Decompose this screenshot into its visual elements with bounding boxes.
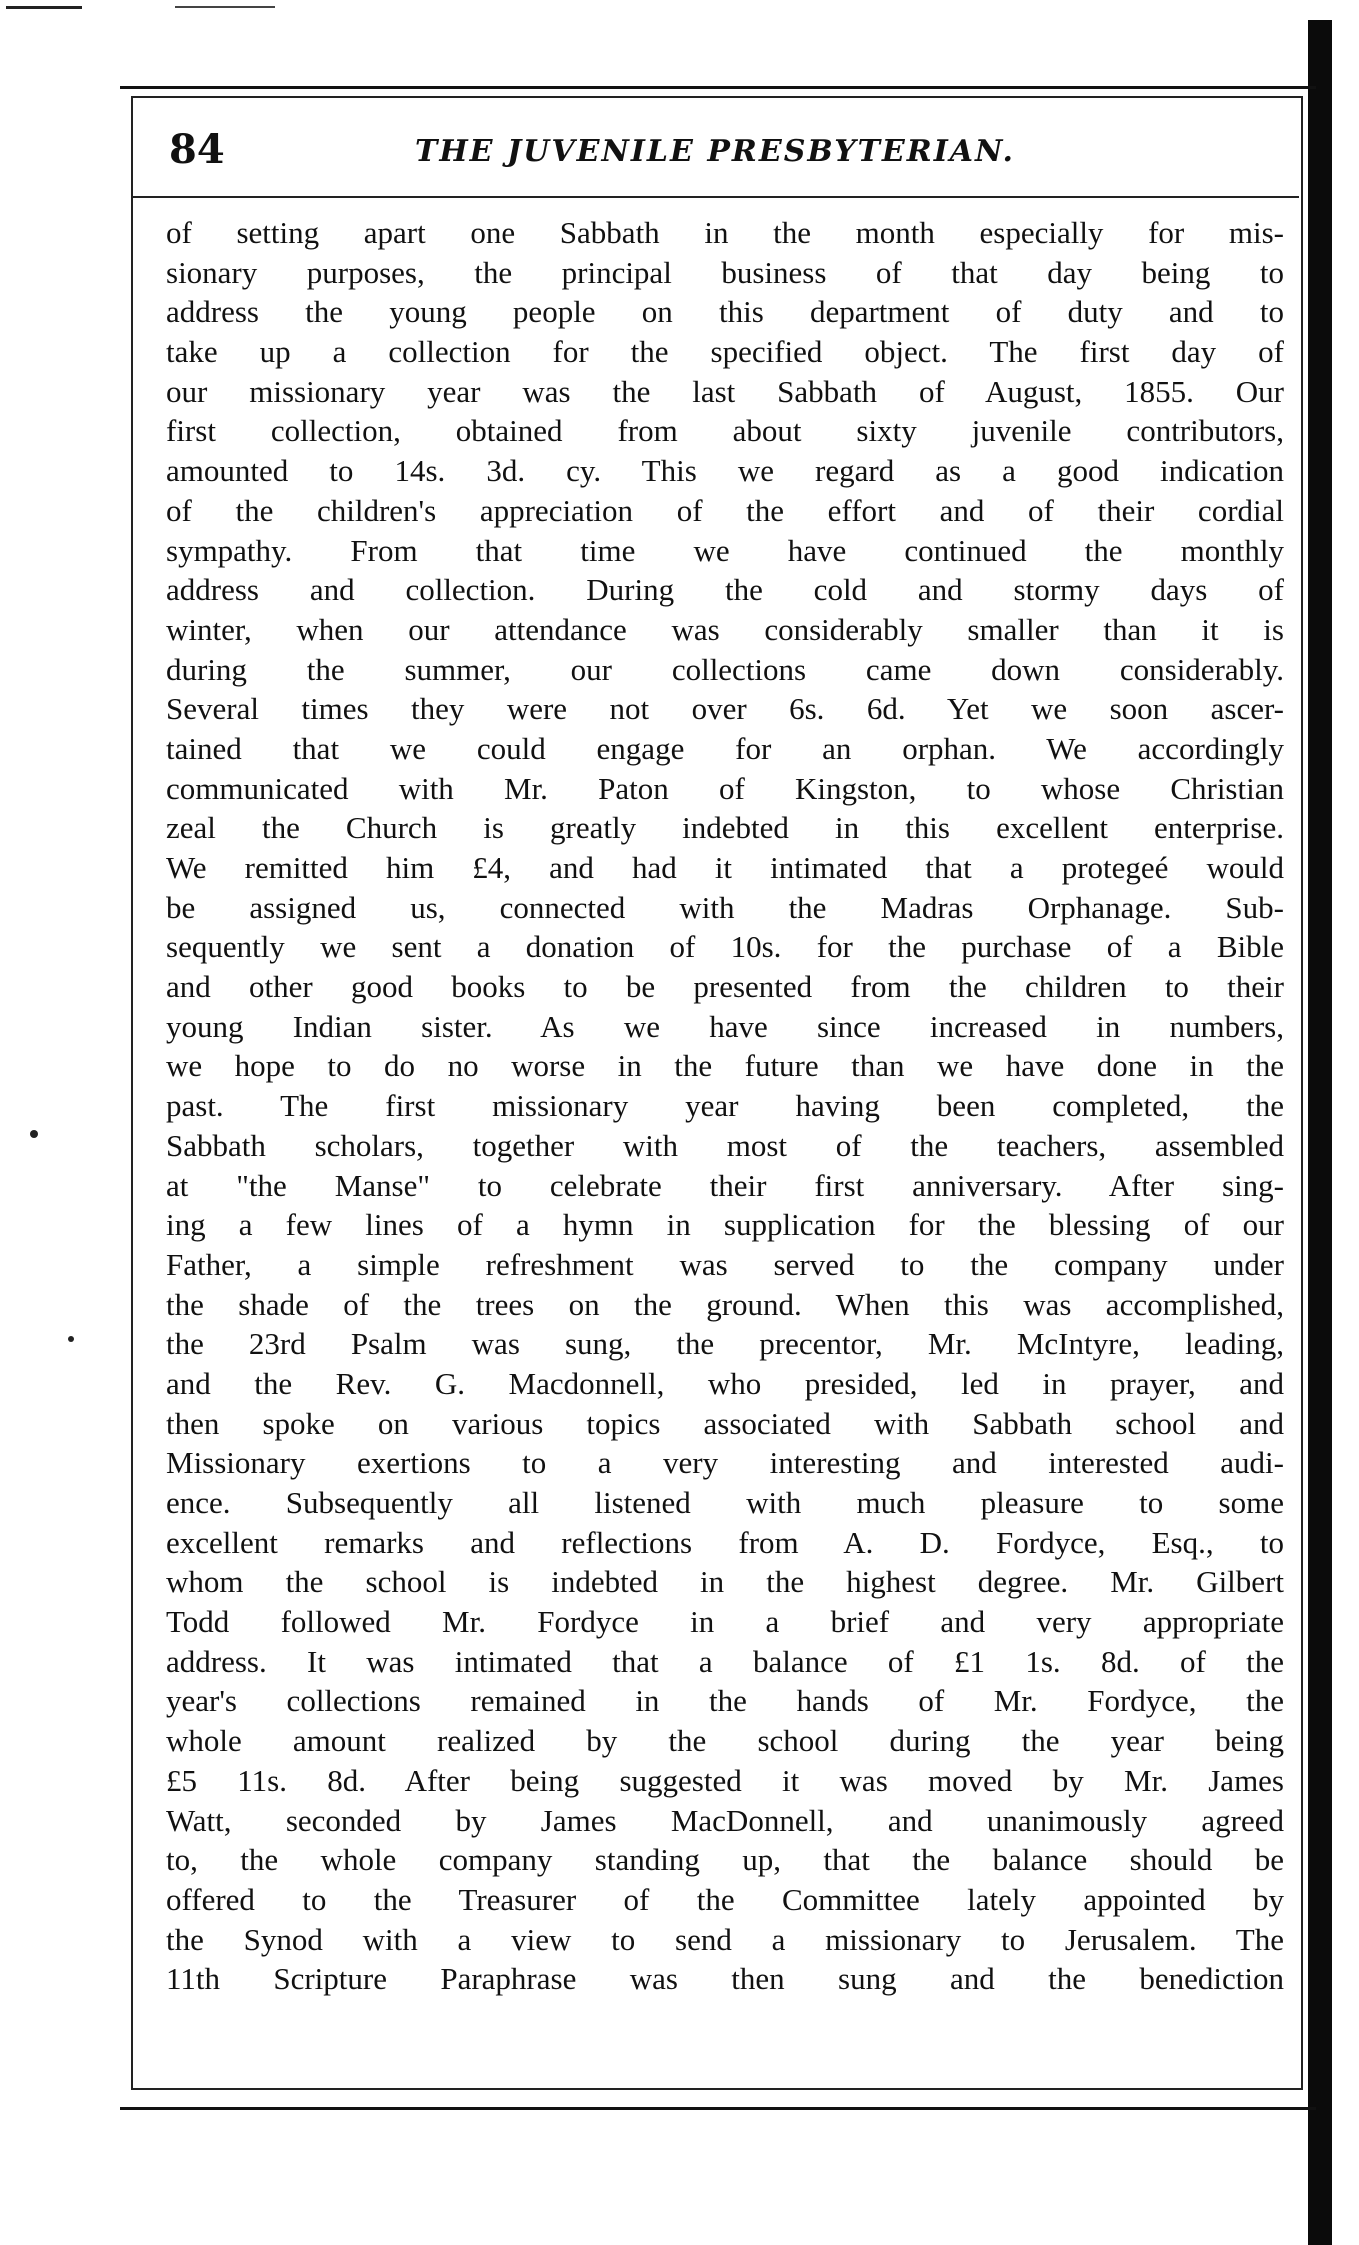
text-line: first collection, obtained from about sixty juvenile contributors,	[166, 413, 1284, 449]
text-line: We remitted him £4, and had it intimated that a protegeé would	[166, 850, 1284, 885]
text-line: ing a few lines of a hymn in supplication for the blessing of our	[166, 1207, 1284, 1243]
text-line: then spoke on various topics associated with Sabbath school and	[166, 1405, 1284, 1441]
page-header	[131, 112, 1299, 192]
text-line: and other good books to be presented from the children to their	[166, 969, 1284, 1005]
text-line: offered to the Treasurer of the Committee lately appointed by	[166, 1881, 1284, 1917]
text-line: to, the whole company standing up, that the balance should be	[166, 1842, 1284, 1878]
article-body	[166, 213, 1284, 1999]
text-line: ence. Subsequently all listened with much pleasure to some	[166, 1485, 1284, 1520]
text-line: our missionary year was the last Sabbath of August, 1855. Our	[166, 373, 1284, 409]
text-line: year's collections remained in the hands of Mr. Fordyce, the	[166, 1683, 1284, 1719]
margin-mark	[68, 1336, 74, 1342]
text-line: Watt, seconded by James MacDonnell, and unanimously agreed	[166, 1802, 1284, 1838]
text-line: and the Rev. G. Macdonnell, who presided, led in prayer, and	[166, 1365, 1284, 1401]
text-line: Father, a simple refreshment was served to the company under	[166, 1246, 1284, 1282]
text-line: at "the Manse" to celebrate their first anniversary. After sing-	[166, 1167, 1284, 1203]
text-line: be assigned us, connected with the Madras Orphanage. Sub-	[166, 889, 1284, 925]
text-line: address. It was intimated that a balance of £1 1s. 8d. of the	[166, 1643, 1284, 1679]
text-line: address the young people on this department of duty and to	[166, 294, 1284, 330]
text-line: Sabbath scholars, together with most of the teachers, assembled	[166, 1127, 1284, 1163]
text-line: Todd followed Mr. Fordyce in a brief and very appropriate	[166, 1604, 1284, 1640]
text-line: whole amount realized by the school during the year being	[166, 1723, 1284, 1759]
header-rule	[131, 196, 1299, 198]
text-line: sionary purposes, the principal business of that day being to	[166, 254, 1284, 290]
text-line: past. The first missionary year having been completed, the	[166, 1088, 1284, 1124]
text-line: Missionary exertions to a very interesting and interested audi-	[166, 1445, 1284, 1481]
text-line: zeal the Church is greatly indebted in this excellent enterprise.	[166, 810, 1284, 846]
text-line: the Synod with a view to send a missionary to Jerusalem. The	[166, 1921, 1284, 1957]
text-line: address and collection. During the cold and stormy days of	[166, 572, 1284, 608]
text-line: of setting apart one Sabbath in the month especially for mis-	[166, 215, 1284, 250]
text-line: we hope to do no worse in the future than we have done in the	[166, 1048, 1284, 1084]
text-line: amounted to 14s. 3d. cy. This we regard as a good indication	[166, 453, 1284, 489]
top-edge-rule	[6, 6, 82, 9]
top-edge-rule	[175, 6, 275, 8]
text-line: of the children's appreciation of the effort and of their cordial	[166, 492, 1284, 528]
text-line: sequently we sent a donation of 10s. for the purchase of a Bible	[166, 929, 1284, 965]
text-line: winter, when our attendance was considerably smaller than it is	[166, 611, 1284, 647]
text-line: the shade of the trees on the ground. When this was accomplished,	[166, 1286, 1284, 1322]
text-line: the 23rd Psalm was sung, the precentor, Mr. McIntyre, leading,	[166, 1326, 1284, 1362]
text-line: excellent remarks and reflections from A. D. Fordyce, Esq., to	[166, 1524, 1284, 1560]
text-line: whom the school is indebted in the highest degree. Mr. Gilbert	[166, 1564, 1284, 1600]
margin-mark	[30, 1130, 38, 1138]
text-line: take up a collection for the specified object. The first day of	[166, 334, 1284, 370]
text-line: 11th Scripture Paraphrase was then sung and the benediction	[166, 1961, 1284, 1997]
text-line: tained that we could engage for an orphan. We accordingly	[166, 730, 1284, 766]
text-line: communicated with Mr. Paton of Kingston, to whose Christian	[166, 770, 1284, 806]
running-title: THE JUVENILE PRESBYTERIAN.	[415, 134, 1015, 169]
text-line: young Indian sister. As we have since increased in numbers,	[166, 1008, 1284, 1044]
text-line: Several times they were not over 6s. 6d. Yet we soon ascer-	[166, 691, 1284, 727]
page-number: 84	[169, 126, 225, 173]
text-line: £5 11s. 8d. After being suggested it was moved by Mr. James	[166, 1762, 1284, 1798]
text-line: during the summer, our collections came down considerably.	[166, 651, 1284, 687]
text-line: sympathy. From that time we have continued the monthly	[166, 532, 1284, 568]
